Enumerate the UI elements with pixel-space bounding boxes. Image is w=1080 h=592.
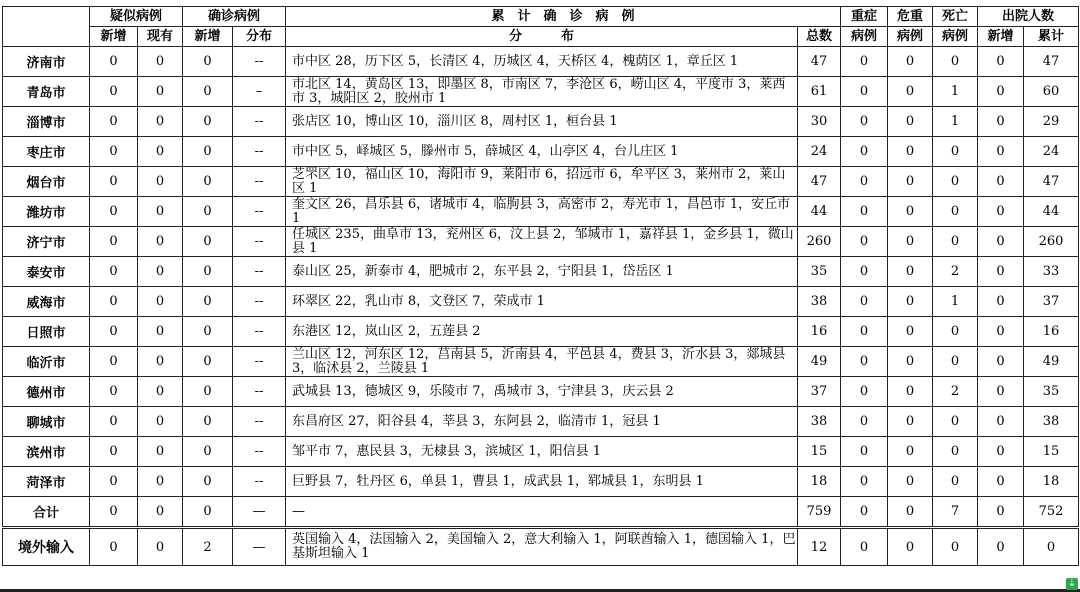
cell-city: 境外输入 <box>3 528 90 566</box>
cell-city: 烟台市 <box>3 167 90 197</box>
cell-city: 德州市 <box>3 377 90 407</box>
cell-conf-new: 0 <box>183 197 233 227</box>
cell-total: 47 <box>798 167 841 197</box>
cell-conf-new: 0 <box>183 437 233 467</box>
cell-city: 聊城市 <box>3 407 90 437</box>
cell-susp-new: 0 <box>90 47 138 77</box>
cell-severe: 0 <box>841 437 888 467</box>
cell-dis-total: 16 <box>1024 317 1079 347</box>
cell-susp-new: 0 <box>90 197 138 227</box>
cell-dis-new: 0 <box>978 137 1024 167</box>
cell-critical: 0 <box>888 347 933 377</box>
cell-susp-cur: 0 <box>138 47 183 77</box>
cell-total: 47 <box>798 47 841 77</box>
cell-dis-total: 49 <box>1024 347 1079 377</box>
cell-severe: 0 <box>841 347 888 377</box>
cell-conf-dist: -- <box>233 107 286 137</box>
cell-severe: 0 <box>841 167 888 197</box>
header-city-blank <box>3 7 90 47</box>
cell-city: 枣庄市 <box>3 137 90 167</box>
cell-susp-new: 0 <box>90 287 138 317</box>
cell-susp-cur: 0 <box>138 437 183 467</box>
cell-conf-dist: -- <box>233 47 286 77</box>
table-row <box>3 77 1079 107</box>
cell-distribution: 奎文区 26，昌乐县 6，诸城市 4，临朐县 3，高密市 2，寿光市 1，昌邑市 1，安丘市 1 <box>286 197 798 227</box>
cell-distribution: 邹平市 7，惠民县 3，无棣县 3，滨城区 1，阳信县 1 <box>286 437 798 467</box>
cell-dis-new: 0 <box>978 287 1024 317</box>
cell-critical: 0 <box>888 227 933 257</box>
cell-critical: 0 <box>888 167 933 197</box>
table-row <box>3 167 1079 197</box>
cell-dis-total: 38 <box>1024 407 1079 437</box>
cell-severe: 0 <box>841 317 888 347</box>
cell-death: 2 <box>933 377 978 407</box>
cell-city: 威海市 <box>3 287 90 317</box>
cell-susp-cur: 0 <box>138 257 183 287</box>
table-row <box>3 407 1079 437</box>
cell-dis-total: 37 <box>1024 287 1079 317</box>
cell-distribution: 巨野县 7，牡丹区 6，单县 1，曹县 1，成武县 1，郓城县 1，东明县 1 <box>286 467 798 497</box>
table-body <box>3 47 1079 566</box>
cell-conf-dist: -- <box>233 257 286 287</box>
cell-distribution: 武城县 13，德城区 9，乐陵市 7，禹城市 3，宁津县 3，庆云县 2 <box>286 377 798 407</box>
cell-critical: 0 <box>888 257 933 287</box>
cell-susp-cur: 0 <box>138 227 183 257</box>
cell-total: 12 <box>798 528 841 566</box>
cell-susp-cur: 0 <box>138 197 183 227</box>
cell-death: 0 <box>933 528 978 566</box>
cell-severe: 0 <box>841 47 888 77</box>
cell-dis-new: 0 <box>978 107 1024 137</box>
cell-total: 24 <box>798 137 841 167</box>
cell-total: 37 <box>798 377 841 407</box>
cell-conf-new: 0 <box>183 377 233 407</box>
cell-dis-new: 0 <box>978 77 1024 107</box>
cell-dis-total: 24 <box>1024 137 1079 167</box>
cell-susp-cur: 0 <box>138 137 183 167</box>
header-severe-cases: 病例 <box>841 27 888 47</box>
cell-dis-new: 0 <box>978 257 1024 287</box>
covid-case-table <box>2 6 1079 566</box>
cell-distribution: 东昌府区 27，阳谷县 4，莘县 3，东阿县 2，临清市 1，冠县 1 <box>286 407 798 437</box>
header-row-1 <box>3 7 1079 27</box>
cell-susp-new: 0 <box>90 528 138 566</box>
cell-distribution: 东港区 12，岚山区 2，五莲县 2 <box>286 317 798 347</box>
cell-severe: 0 <box>841 257 888 287</box>
cell-distribution: 任城区 235，曲阜市 13，兖州区 6，汶上县 2，邹城市 1，嘉祥县 1，金乡县 1，微山县 1 <box>286 227 798 257</box>
header-distribution: 分 布 <box>286 27 798 47</box>
cell-dis-total: 44 <box>1024 197 1079 227</box>
cell-dis-new: 0 <box>978 167 1024 197</box>
header-suspected-existing: 现有 <box>138 27 183 47</box>
cell-severe: 0 <box>841 407 888 437</box>
cell-critical: 0 <box>888 377 933 407</box>
cell-city: 滨州市 <box>3 437 90 467</box>
cell-susp-new: 0 <box>90 377 138 407</box>
cell-severe: 0 <box>841 377 888 407</box>
cell-city: 泰安市 <box>3 257 90 287</box>
cell-total: 18 <box>798 467 841 497</box>
header-critical: 危重 <box>888 7 933 27</box>
cell-dis-new: 0 <box>978 317 1024 347</box>
cell-death: 1 <box>933 287 978 317</box>
cell-city: 临沂市 <box>3 347 90 377</box>
cell-conf-new: 0 <box>183 497 233 528</box>
cell-severe: 0 <box>841 467 888 497</box>
cell-conf-dist: -- <box>233 227 286 257</box>
cell-severe: 0 <box>841 528 888 566</box>
cell-severe: 0 <box>841 137 888 167</box>
cell-total: 38 <box>798 407 841 437</box>
cell-conf-new: 0 <box>183 227 233 257</box>
cell-susp-cur: 0 <box>138 407 183 437</box>
header-discharged: 出院人数 <box>978 7 1079 27</box>
cell-critical: 0 <box>888 137 933 167</box>
cell-city: 济宁市 <box>3 227 90 257</box>
table-row <box>3 287 1079 317</box>
cell-susp-new: 0 <box>90 77 138 107</box>
cell-dis-total: 35 <box>1024 377 1079 407</box>
cell-death: 0 <box>933 137 978 167</box>
table-row <box>3 497 1079 528</box>
table-row <box>3 47 1079 77</box>
cell-susp-new: 0 <box>90 257 138 287</box>
cell-distribution: 泰山区 25，新泰市 4，肥城市 2，东平县 2，宁阳县 1，岱岳区 1 <box>286 257 798 287</box>
cell-death: 0 <box>933 197 978 227</box>
cell-susp-new: 0 <box>90 467 138 497</box>
cell-susp-new: 0 <box>90 167 138 197</box>
cell-conf-new: 0 <box>183 287 233 317</box>
cell-susp-cur: 0 <box>138 497 183 528</box>
cell-susp-cur: 0 <box>138 167 183 197</box>
cell-critical: 0 <box>888 107 933 137</box>
cell-conf-dist: – <box>233 77 286 107</box>
cell-conf-dist: -- <box>233 437 286 467</box>
header-discharged-new: 新增 <box>978 27 1024 47</box>
cell-conf-new: 0 <box>183 137 233 167</box>
cell-conf-dist: -- <box>233 167 286 197</box>
cell-conf-new: 0 <box>183 107 233 137</box>
table-row <box>3 317 1079 347</box>
header-death: 死亡 <box>933 7 978 27</box>
cell-critical: 0 <box>888 317 933 347</box>
cell-city: 菏泽市 <box>3 467 90 497</box>
cell-dis-new: 0 <box>978 528 1024 566</box>
cell-death: 1 <box>933 77 978 107</box>
cell-conf-new: 0 <box>183 347 233 377</box>
header-confirmed-distribution: 分布 <box>233 27 286 47</box>
header-row-2 <box>3 27 1079 47</box>
cell-critical: 0 <box>888 437 933 467</box>
cell-conf-dist: -- <box>233 467 286 497</box>
cell-dis-new: 0 <box>978 467 1024 497</box>
cell-susp-cur: 0 <box>138 528 183 566</box>
cell-critical: 0 <box>888 47 933 77</box>
cell-death: 1 <box>933 107 978 137</box>
cell-conf-dist: -- <box>233 287 286 317</box>
table-row <box>3 377 1079 407</box>
cell-city: 青岛市 <box>3 77 90 107</box>
cell-dis-new: 0 <box>978 47 1024 77</box>
header-cumulative: 累 计 确 诊 病 例 <box>286 7 841 27</box>
cell-dis-total: 33 <box>1024 257 1079 287</box>
cell-conf-dist: -- <box>233 407 286 437</box>
cell-critical: 0 <box>888 287 933 317</box>
cell-susp-new: 0 <box>90 347 138 377</box>
cell-susp-new: 0 <box>90 317 138 347</box>
cell-dis-total: 752 <box>1024 497 1079 528</box>
cell-conf-new: 0 <box>183 47 233 77</box>
cell-distribution: 张店区 10，博山区 10，淄川区 8，周村区 1，桓台县 1 <box>286 107 798 137</box>
cell-distribution: 兰山区 12，河东区 12，莒南县 5，沂南县 4，平邑县 4，费县 3，沂水县 3，郯城县 3，临沭县 2，兰陵县 1 <box>286 347 798 377</box>
table-row <box>3 107 1079 137</box>
cell-critical: 0 <box>888 197 933 227</box>
cell-dis-total: 47 <box>1024 47 1079 77</box>
cell-susp-cur: 0 <box>138 347 183 377</box>
cell-dis-total: 60 <box>1024 77 1079 107</box>
cell-death: 0 <box>933 407 978 437</box>
cell-severe: 0 <box>841 77 888 107</box>
header-discharged-cumulative: 累计 <box>1024 27 1079 47</box>
cell-death: 0 <box>933 227 978 257</box>
cell-dis-total: 260 <box>1024 227 1079 257</box>
cell-dis-new: 0 <box>978 497 1024 528</box>
table-row <box>3 347 1079 377</box>
table-row <box>3 437 1079 467</box>
cell-dis-new: 0 <box>978 227 1024 257</box>
cell-conf-dist: -- <box>233 347 286 377</box>
cell-total: 44 <box>798 197 841 227</box>
cell-total: 759 <box>798 497 841 528</box>
cell-death: 7 <box>933 497 978 528</box>
cell-distribution: 环翠区 22，乳山市 8，文登区 7，荣成市 1 <box>286 287 798 317</box>
cell-dis-total: 29 <box>1024 107 1079 137</box>
table-row <box>3 137 1079 167</box>
header-critical-cases: 病例 <box>888 27 933 47</box>
cell-severe: 0 <box>841 107 888 137</box>
table-row <box>3 227 1079 257</box>
cell-conf-new: 2 <box>183 528 233 566</box>
table-row <box>3 467 1079 497</box>
cell-severe: 0 <box>841 197 888 227</box>
cell-conf-new: 0 <box>183 167 233 197</box>
cell-conf-dist: — <box>233 528 286 566</box>
cell-city: 日照市 <box>3 317 90 347</box>
cell-conf-dist: -- <box>233 317 286 347</box>
cell-total: 30 <box>798 107 841 137</box>
header-suspected: 疑似病例 <box>90 7 183 27</box>
cell-death: 0 <box>933 347 978 377</box>
cell-critical: 0 <box>888 407 933 437</box>
cell-conf-dist: -- <box>233 377 286 407</box>
header-confirmed: 确诊病例 <box>183 7 286 27</box>
cell-distribution: 英国输入 4，法国输入 2，美国输入 2，意大利输入 1，阿联酋输入 1，德国输入 1，巴基斯坦输入 1 <box>286 528 798 566</box>
cell-critical: 0 <box>888 77 933 107</box>
cell-critical: 0 <box>888 497 933 528</box>
cell-distribution: — <box>286 497 798 528</box>
cell-total: 38 <box>798 287 841 317</box>
cell-conf-dist: -- <box>233 137 286 167</box>
cell-total: 49 <box>798 347 841 377</box>
cell-susp-new: 0 <box>90 227 138 257</box>
cell-susp-cur: 0 <box>138 107 183 137</box>
cell-distribution: 市北区 14，黄岛区 13，即墨区 8，市南区 7，李沧区 6，崂山区 4，平度市 3，莱西市 3，城阳区 2，胶州市 1 <box>286 77 798 107</box>
table-row <box>3 528 1079 566</box>
cell-dis-new: 0 <box>978 437 1024 467</box>
cell-conf-new: 0 <box>183 407 233 437</box>
cell-susp-new: 0 <box>90 437 138 467</box>
cell-dis-new: 0 <box>978 377 1024 407</box>
cell-total: 35 <box>798 257 841 287</box>
header-total: 总数 <box>798 27 841 47</box>
cell-distribution: 芝罘区 10，福山区 10，海阳市 9，莱阳市 6，招远市 6，牟平区 3，莱州市 2，莱山区 1 <box>286 167 798 197</box>
cell-conf-new: 0 <box>183 467 233 497</box>
cell-conf-new: 0 <box>183 77 233 107</box>
cell-death: 0 <box>933 437 978 467</box>
cell-total: 16 <box>798 317 841 347</box>
cell-severe: 0 <box>841 497 888 528</box>
cell-city: 合计 <box>3 497 90 528</box>
cell-susp-cur: 0 <box>138 377 183 407</box>
cell-conf-dist: — <box>233 497 286 528</box>
table-row <box>3 197 1079 227</box>
cell-city: 潍坊市 <box>3 197 90 227</box>
header-confirmed-new: 新增 <box>183 27 233 47</box>
cell-total: 15 <box>798 437 841 467</box>
cell-susp-cur: 0 <box>138 77 183 107</box>
cell-death: 0 <box>933 467 978 497</box>
table-row <box>3 257 1079 287</box>
cell-distribution: 市中区 5，峄城区 5，滕州市 5，薛城区 4，山亭区 4，台儿庄区 1 <box>286 137 798 167</box>
header-death-cases: 病例 <box>933 27 978 47</box>
cell-conf-dist: -- <box>233 197 286 227</box>
cell-death: 2 <box>933 257 978 287</box>
cell-total: 260 <box>798 227 841 257</box>
download-icon[interactable]: ⇣ <box>1067 578 1077 589</box>
cell-dis-total: 18 <box>1024 467 1079 497</box>
cell-death: 0 <box>933 47 978 77</box>
cell-susp-new: 0 <box>90 407 138 437</box>
cell-dis-new: 0 <box>978 197 1024 227</box>
cell-critical: 0 <box>888 528 933 566</box>
cell-susp-new: 0 <box>90 137 138 167</box>
cell-dis-total: 47 <box>1024 167 1079 197</box>
cell-dis-new: 0 <box>978 347 1024 377</box>
cell-city: 淄博市 <box>3 107 90 137</box>
cell-severe: 0 <box>841 287 888 317</box>
cell-dis-total: 0 <box>1024 528 1079 566</box>
header-severe: 重症 <box>841 7 888 27</box>
cell-city: 济南市 <box>3 47 90 77</box>
cell-conf-new: 0 <box>183 257 233 287</box>
cell-distribution: 市中区 28，历下区 5，长清区 4，历城区 4，天桥区 4，槐荫区 1，章丘区 1 <box>286 47 798 77</box>
cell-susp-cur: 0 <box>138 287 183 317</box>
cell-severe: 0 <box>841 227 888 257</box>
cell-death: 0 <box>933 317 978 347</box>
cell-conf-new: 0 <box>183 317 233 347</box>
header-suspected-new: 新增 <box>90 27 138 47</box>
cell-death: 0 <box>933 167 978 197</box>
cell-dis-new: 0 <box>978 407 1024 437</box>
cell-susp-cur: 0 <box>138 317 183 347</box>
cell-dis-total: 15 <box>1024 437 1079 467</box>
cell-susp-cur: 0 <box>138 467 183 497</box>
cell-susp-new: 0 <box>90 497 138 528</box>
cell-critical: 0 <box>888 467 933 497</box>
cell-total: 61 <box>798 77 841 107</box>
cell-susp-new: 0 <box>90 107 138 137</box>
